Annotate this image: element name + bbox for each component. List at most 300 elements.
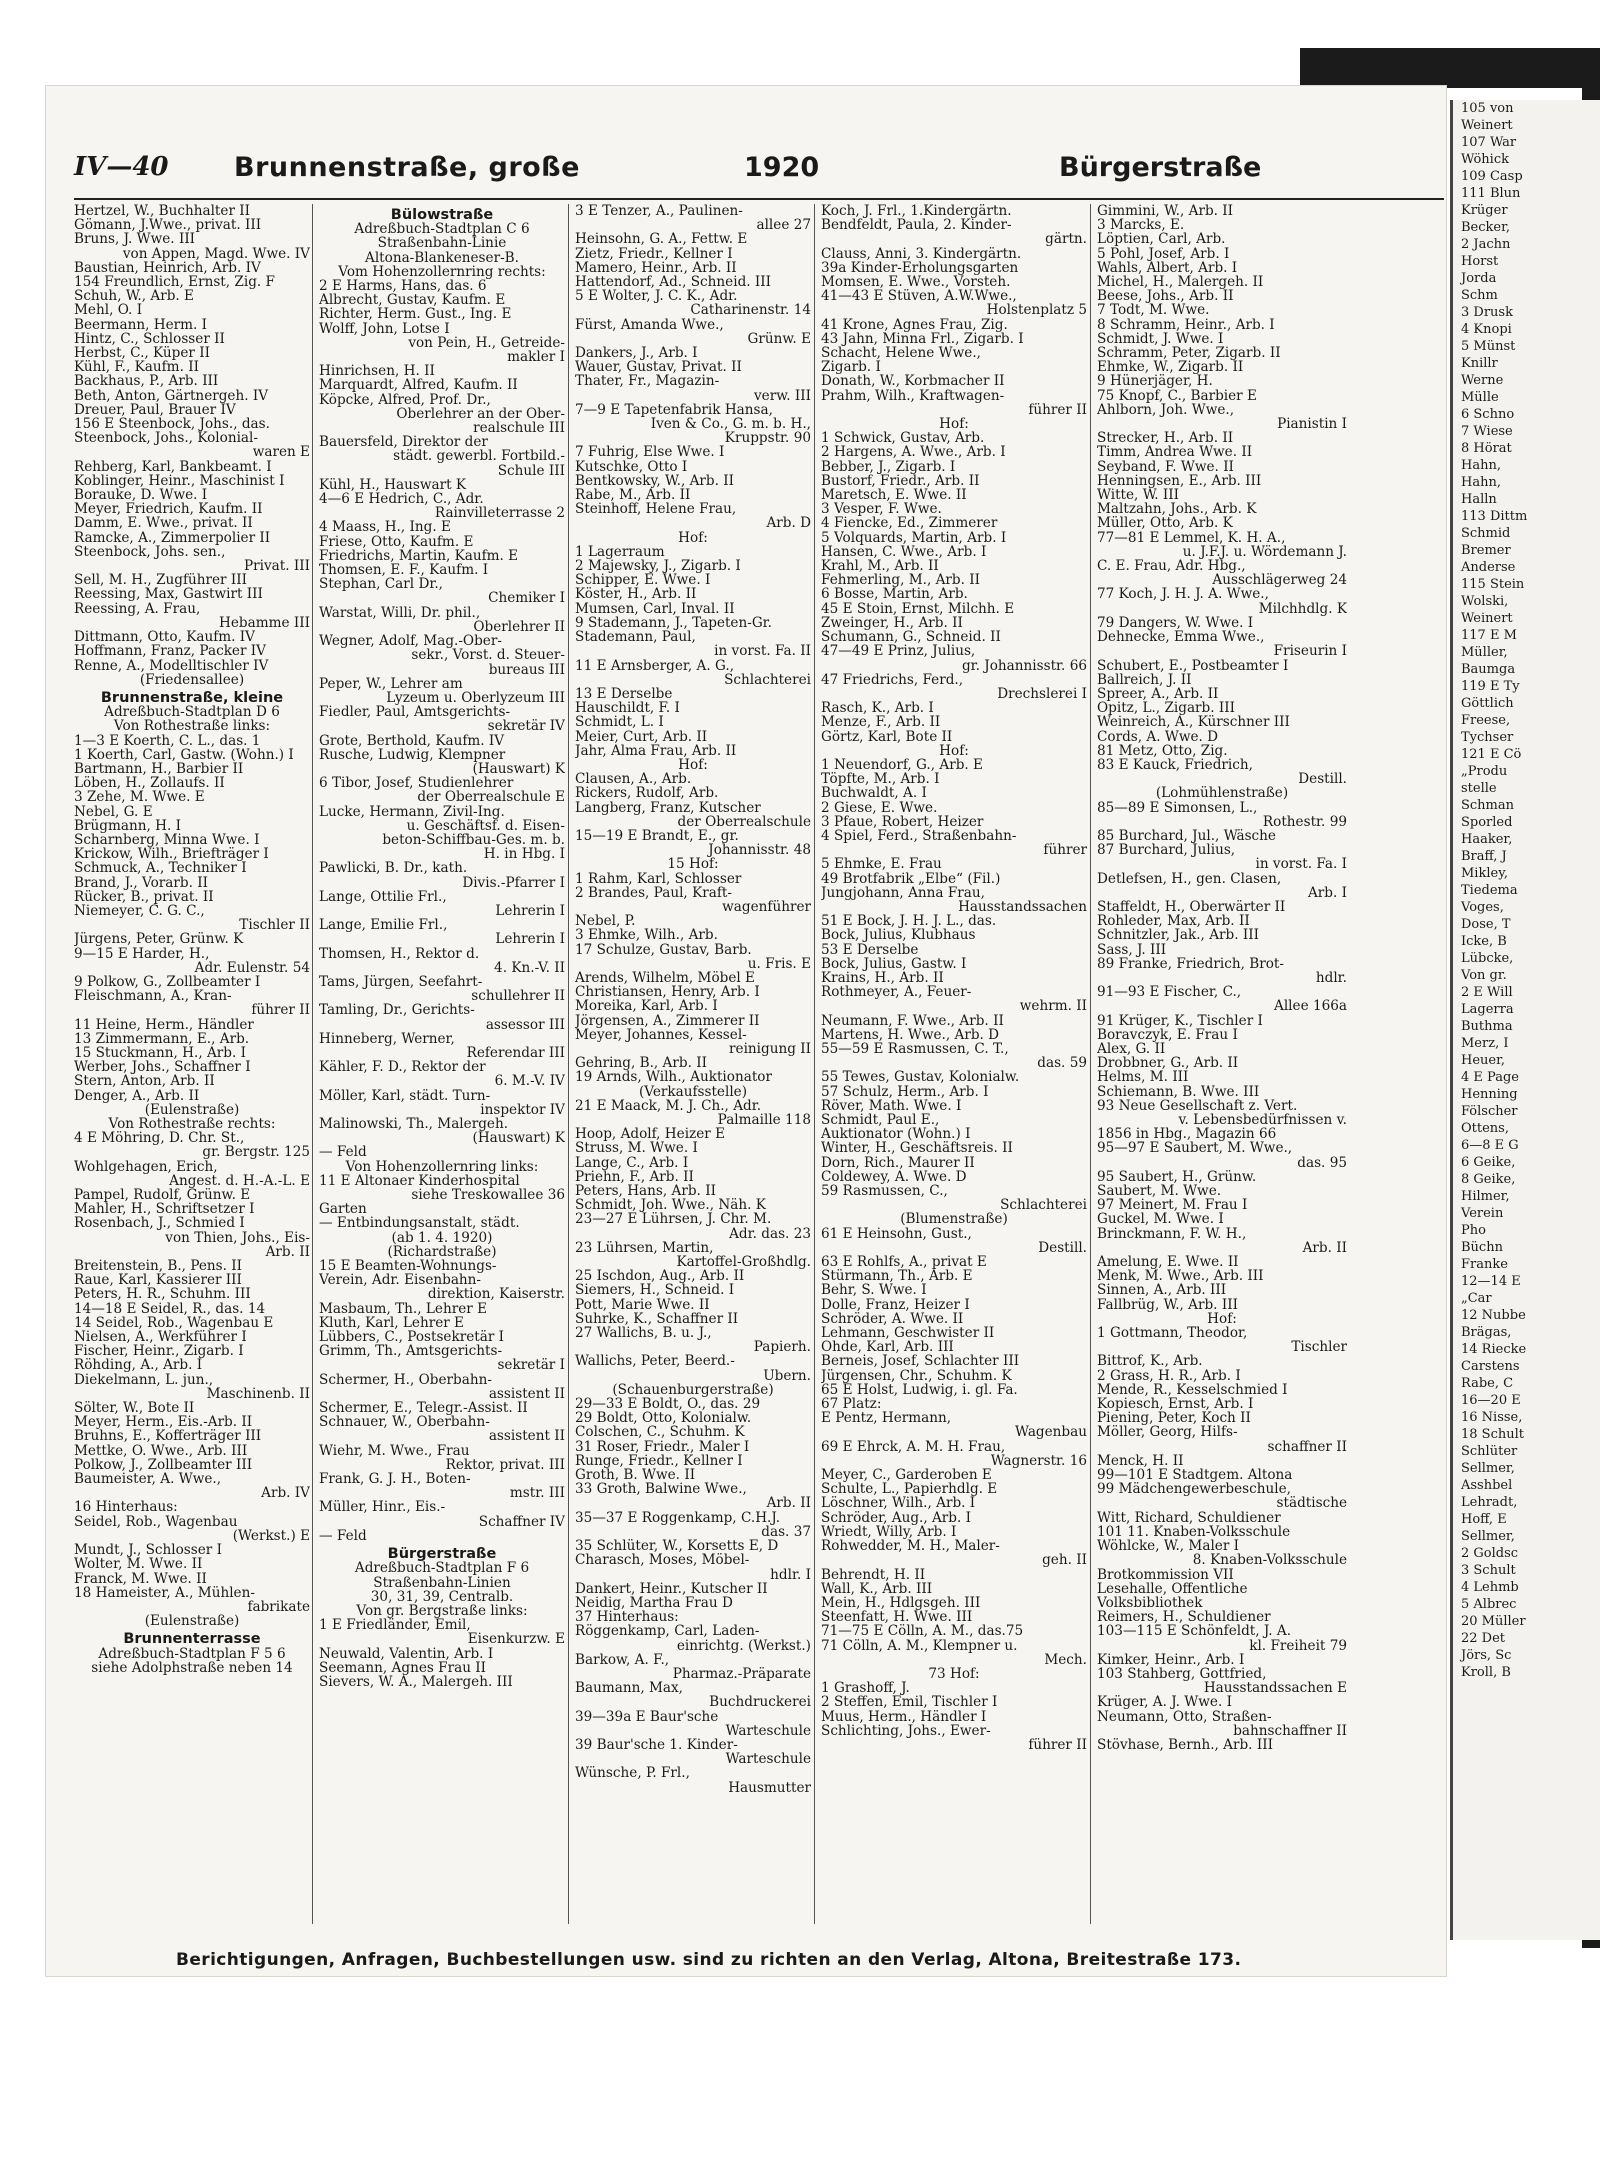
directory-entry: Piening, Peter, Koch II	[1097, 1411, 1251, 1426]
directory-entry: 99 Mädchengewerbeschule,	[1097, 1482, 1291, 1497]
directory-entry: Brotkommission VII	[1097, 1567, 1234, 1582]
directory-entry: Zweinger, H., Arb. II	[821, 615, 963, 631]
directory-entry: Schnitzler, Jak., Arb. III	[1097, 928, 1259, 943]
directory-entry: Löschner, Wilh., Arb. I	[821, 1496, 976, 1511]
directory-entry: Christiansen, Henry, Arb. I	[575, 985, 760, 1000]
directory-entry: Lange, C., Arb. I	[575, 1155, 689, 1170]
fragment-line: Schlüter	[1461, 1444, 1518, 1459]
directory-entry: realschule III	[473, 421, 565, 436]
directory-entry: Clauss, Anni, 3. Kindergärtn.	[821, 246, 1022, 261]
directory-entry: u. Geschäftsf. d. Eisen-	[406, 818, 565, 833]
directory-entry: 13 E Derselbe	[575, 686, 673, 702]
directory-entry: Mahler, H., Schriftsetzer I	[74, 1202, 255, 1217]
directory-entry: 1 E Friedländer, Emil,	[319, 1618, 471, 1633]
directory-entry: Oberlehrer an der Ober-	[396, 406, 565, 422]
directory-entry: 7 Fuhrig, Else Wwe. I	[575, 445, 725, 460]
directory-entry: Möller, Georg, Hilfs-	[1097, 1425, 1238, 1440]
directory-entry: Menck, H. II	[1097, 1453, 1184, 1469]
directory-entry: Stademann, Paul,	[575, 630, 696, 645]
directory-entry: Röhding, A., Arb. I	[74, 1358, 203, 1373]
directory-entry: 2 Brandes, Paul, Kraft-	[575, 885, 732, 900]
directory-entry: Friedrichs, Martin, Kaufm. E	[319, 548, 519, 564]
directory-entry: Müller, Hinr., Eis.-	[319, 1500, 446, 1515]
directory-entry: Raue, Karl, Kassierer III	[74, 1273, 242, 1288]
directory-entry: Mech.	[1044, 1652, 1087, 1667]
directory-entry: — Entbindungsanstalt, städt.	[319, 1216, 520, 1231]
fragment-line: 111 Blun	[1461, 186, 1521, 201]
directory-entry: Behrendt, H. II	[821, 1567, 926, 1582]
directory-entry: Gömann, J.Wwe., privat. III	[74, 218, 262, 233]
directory-entry: 4 Fiencke, Ed., Zimmerer	[821, 516, 998, 531]
directory-entry: 11 E Altonaer Kinderhospital	[319, 1173, 520, 1189]
directory-entry: Donath, W., Korbmacher II	[821, 374, 1005, 389]
fragment-line: Fölscher	[1461, 1104, 1518, 1119]
directory-entry: 2 E Harms, Hans, das. 6	[319, 279, 487, 294]
street-heading: Brunnenterrasse	[123, 1632, 261, 1647]
directory-entry: Bruns, J. Wwe. III	[74, 232, 196, 247]
directory-entry: Löben, H., Zollaufs. II	[74, 776, 225, 791]
directory-entry: Timm, Andrea Wwe. II	[1097, 445, 1253, 460]
directory-entry: Henningsen, E., Arb. III	[1097, 473, 1262, 489]
directory-entry: 33 Groth, Balwine Wwe.,	[575, 1482, 747, 1497]
directory-columns	[74, 204, 1446, 1924]
directory-entry: 14 Seidel, Rob., Wagenbau E	[74, 1315, 274, 1331]
directory-entry: Buchwaldt, A. I	[821, 786, 927, 801]
directory-entry: Tischler II	[239, 918, 310, 933]
directory-entry: Schramm, Peter, Zigarb. II	[1097, 346, 1281, 361]
directory-entry: Herbst, C., Küper II	[74, 346, 210, 361]
fragment-line: Schm	[1461, 288, 1498, 303]
fragment-line: Kroll, B	[1461, 1665, 1511, 1680]
directory-entry: direktion, Kaiserstr.	[427, 1287, 565, 1302]
directory-entry: Wagenbau	[1015, 1425, 1087, 1440]
directory-entry: Arb. II	[1302, 1240, 1347, 1256]
directory-entry: Schulte, L., Papierhdlg. E	[821, 1482, 998, 1497]
directory-entry: 47—49 E Prinz, Julius,	[821, 644, 976, 659]
directory-entry: schaffner II	[1267, 1439, 1347, 1454]
directory-entry: Arb. D	[766, 516, 811, 531]
directory-entry: Schmidt, Joh. Wwe., Näh. K	[575, 1198, 766, 1213]
directory-entry: Bock, Julius, Gastw. I	[821, 956, 967, 971]
directory-entry: Peper, W., Lehrer am	[319, 676, 463, 691]
directory-entry: Hinneberg, Werner,	[319, 1031, 455, 1046]
directory-entry: Schiemann, B. Wwe. III	[1097, 1084, 1260, 1099]
directory-entry: Volksbibliothek	[1097, 1595, 1203, 1611]
directory-entry: Hof:	[678, 757, 708, 773]
directory-entry: Wallichs, Peter, Beerd.-	[575, 1354, 735, 1369]
directory-entry: 3 Zehe, M. Wwe. E	[74, 790, 205, 805]
directory-entry: Bock, Julius, Klubhaus	[821, 928, 976, 943]
directory-entry: 77—81 E Lemmel, K. H. A.,	[1097, 530, 1286, 545]
fragment-line: Schmid	[1461, 526, 1511, 541]
street-heading: Bürgerstraße	[387, 1547, 497, 1562]
fragment-line: Schman	[1461, 798, 1515, 813]
directory-entry: Thomsen, H., Rektor d.	[319, 946, 480, 961]
directory-entry: u. Fris. E	[747, 956, 811, 971]
directory-entry: assessor III	[485, 1017, 565, 1032]
directory-entry: Hintz, C., Schlosser II	[74, 331, 225, 347]
directory-entry: 6 Tibor, Josef, Studienlehrer	[319, 776, 514, 791]
directory-entry: Arb. II	[265, 1244, 310, 1260]
directory-entry: Stürmann, Th., Arb. E	[821, 1269, 973, 1284]
directory-entry: Löptien, Carl, Arb.	[1097, 232, 1226, 247]
directory-entry: Sell, M. H., Zugführer III	[74, 573, 247, 588]
directory-entry: Lange, Ottilie Frl.,	[319, 889, 447, 904]
directory-entry: 8. Knaben-Volksschule	[1192, 1553, 1347, 1568]
directory-entry: Buchdruckerei	[709, 1695, 811, 1710]
fragment-line: 18 Schult	[1461, 1427, 1524, 1442]
fragment-line: Asshbel	[1461, 1478, 1513, 1493]
page-number: IV—40	[74, 152, 169, 182]
directory-entry: Rusche, Ludwig, Klempner	[319, 747, 506, 762]
directory-entry: Steenfatt, H. Wwe. III	[821, 1610, 973, 1625]
directory-entry: siehe Treskowallee 36	[411, 1188, 565, 1203]
directory-entry: Pampel, Rudolf, Grünw. E	[74, 1188, 251, 1203]
directory-entry: 45 E Stoin, Ernst, Milchh. E	[821, 601, 1015, 616]
directory-entry: Schaffner IV	[478, 1514, 565, 1529]
directory-entry: Fischer, Heinr., Zigarb. I	[74, 1344, 244, 1359]
directory-entry: Barkow, A. F.,	[575, 1652, 670, 1667]
directory-entry: Jürgensen, Chr., Schuhm. K	[821, 1368, 1012, 1383]
directory-entry: Mumsen, Carl, Inval. II	[575, 601, 735, 616]
directory-entry: Polkow, J., Zollbeamter III	[74, 1457, 253, 1473]
directory-entry: bureaus III	[488, 662, 565, 677]
directory-entry: Bebber, J., Zigarb. I	[821, 459, 956, 474]
directory-entry: 57 Schulz, Herm., Arb. I	[821, 1084, 989, 1099]
directory-entry: Tamling, Dr., Gerichts-	[319, 1003, 475, 1018]
directory-entry: Thater, Fr., Magazin-	[575, 374, 720, 389]
directory-entry: Dorn, Rich., Maurer II	[821, 1155, 975, 1170]
fragment-line: 16—20 E	[1461, 1393, 1521, 1408]
directory-entry: 87 Burchard, Julius,	[1097, 843, 1236, 858]
fragment-line: Pho	[1461, 1223, 1486, 1238]
fragment-line: Lagerra	[1461, 1002, 1514, 1017]
directory-entry: Brand, J., Vorarb. II	[74, 875, 208, 890]
fragment-line: Weinert	[1461, 611, 1513, 626]
directory-entry: Arb. IV	[261, 1486, 310, 1501]
directory-entry: in vorst. Fa. II	[714, 644, 811, 659]
directory-entry: Staffeldt, H., Oberwärter II	[1097, 899, 1286, 915]
directory-entry: 39a Kinder-Erholungsgarten	[821, 260, 1019, 276]
directory-entry: 37 Hinterhaus:	[575, 1610, 679, 1625]
directory-entry: Amelung, E. Wwe. II	[1097, 1255, 1239, 1270]
directory-entry: Pott, Marie Wwe. II	[575, 1297, 710, 1312]
directory-entry: Denger, A., Arb. II	[74, 1088, 200, 1103]
fragment-line: Göttlich	[1461, 696, 1514, 711]
directory-entry: 4 E Möhring, D. Chr. St.,	[74, 1131, 245, 1146]
directory-entry: 9 Polkow, G., Zollbeamter I	[74, 974, 261, 990]
directory-entry: 154 Freundlich, Ernst, Zig. F	[74, 275, 275, 290]
directory-entry: (Friedensallee)	[139, 672, 245, 687]
directory-entry: 7 Todt, M. Wwe.	[1097, 303, 1210, 318]
directory-entry: Schlichting, Johs., Ewer-	[821, 1723, 991, 1738]
directory-entry: waren E	[252, 445, 310, 460]
directory-entry: führer II	[251, 1003, 310, 1018]
directory-entry: 101 11. Knaben-Volksschule	[1097, 1524, 1291, 1540]
directory-entry: Brügmann, H. I	[74, 818, 181, 833]
fragment-line: Merz, I	[1461, 1036, 1509, 1051]
directory-entry: sekretär IV	[487, 719, 565, 734]
directory-entry: 6 Bosse, Martin, Arb.	[821, 587, 968, 602]
directory-entry: Heinsohn, G. A., Fettw. E	[575, 232, 748, 247]
directory-entry: 3 Pfaue, Robert, Heizer	[821, 814, 984, 829]
directory-entry: Wall, K., Arb. III	[821, 1581, 933, 1596]
directory-entry: Wahls, Albert, Arb. I	[1097, 260, 1238, 276]
directory-entry: Lehrerin I	[495, 932, 565, 947]
directory-entry: Sölter, W., Bote II	[74, 1401, 195, 1416]
fragment-line: Hahn,	[1461, 475, 1501, 490]
directory-entry: Wolter, M. Wwe. II	[74, 1557, 203, 1572]
directory-entry: Spreer, A., Arb. II	[1097, 686, 1219, 702]
directory-entry: Krickow, Wilh., Briefträger I	[74, 847, 269, 862]
directory-entry: 81 Metz, Otto, Zig.	[1097, 743, 1228, 758]
fragment-line: Mikley,	[1461, 866, 1508, 881]
directory-entry: Schule III	[497, 463, 565, 478]
directory-entry: 83 E Kauck, Friedrich,	[1097, 757, 1253, 773]
directory-entry: Rohwedder, M. H., Maler-	[821, 1539, 1000, 1554]
directory-entry: Jörgensen, A., Zimmerer II	[575, 1013, 760, 1028]
directory-entry: das. 59	[1037, 1056, 1087, 1071]
directory-entry: Lucke, Hermann, Zivil-Ing.	[319, 804, 505, 819]
fragment-line: Anderse	[1461, 560, 1516, 575]
fragment-line: Werne	[1461, 373, 1504, 388]
directory-entry: Kühl, H., Hauswart K	[319, 477, 467, 493]
directory-entry: 59 Rasmussen, C.,	[821, 1184, 948, 1199]
fragment-line: Ottens,	[1461, 1121, 1509, 1136]
directory-entry: Übern.	[763, 1368, 811, 1383]
directory-entry: Hof:	[939, 743, 969, 758]
directory-entry: Hansen, C. Wwe., Arb. I	[821, 544, 987, 560]
fragment-line: 2 Jachn	[1461, 237, 1511, 252]
directory-entry: Fehmerling, M., Arb. II	[821, 573, 980, 588]
directory-entry: Mende, R., Kesselschmied I	[1097, 1382, 1288, 1398]
page-header	[74, 146, 1444, 196]
directory-entry: Neumann, F. Wwe., Arb. II	[821, 1013, 1004, 1028]
directory-entry: fabrikate	[247, 1599, 310, 1615]
directory-entry: Hausstandssachen E	[1203, 1681, 1347, 1696]
directory-entry: Baumeister, A. Wwe.,	[74, 1472, 222, 1487]
fragment-line: Tychser	[1461, 730, 1514, 745]
directory-entry: Schröder, Aug., Arb. I	[821, 1510, 972, 1525]
fragment-line: 5 Albrec	[1461, 1597, 1517, 1612]
directory-entry: Stövhase, Bernh., Arb. III	[1097, 1737, 1273, 1753]
directory-entry: 47 Friedrichs, Ferd.,	[821, 672, 964, 687]
directory-entry: Grünw. E	[747, 331, 811, 347]
directory-entry: H. in Hbg. I	[483, 847, 565, 862]
fragment-line: Verein	[1461, 1206, 1504, 1221]
directory-entry: wagenführer	[722, 899, 811, 915]
directory-entry: Meyer, Friedrich, Kaufm. II	[74, 502, 263, 517]
directory-entry: Mundt, J., Schlosser I	[74, 1543, 222, 1558]
directory-entry: Bittrof, K., Arb.	[1097, 1354, 1203, 1369]
fragment-line: Von gr.	[1461, 968, 1507, 983]
directory-entry: Maschinenb. II	[206, 1386, 310, 1402]
directory-entry: Groth, B. Wwe. II	[575, 1468, 696, 1483]
fragment-line: 4 E Page	[1461, 1070, 1519, 1085]
directory-entry: Rasch, K., Arb. I	[821, 701, 934, 716]
directory-entry: 85 Burchard, Jul., Wäsche	[1097, 828, 1276, 844]
directory-entry: Divis.-Pfarrer I	[462, 875, 565, 890]
fragment-line: Mülle	[1461, 390, 1499, 405]
directory-entry: 23 Lührsen, Martin,	[575, 1240, 714, 1256]
directory-entry: Hof:	[939, 417, 969, 432]
directory-entry: 2 Giese, E. Wwe.	[821, 800, 938, 815]
directory-entry: Lehmann, Geschwister II	[821, 1326, 995, 1341]
directory-entry: gr. Johannisstr. 66	[961, 658, 1087, 673]
directory-entry: Straßenbahn-Linie	[377, 236, 507, 251]
directory-entry: Baustian, Heinrich, Arb. IV	[74, 260, 261, 276]
directory-entry: Wauer, Gustav, Privat. II	[575, 360, 742, 375]
directory-entry: Witte, W. III	[1097, 488, 1180, 503]
directory-entry: 13 Zimmermann, E., Arb.	[74, 1031, 250, 1046]
directory-entry: Charasch, Moses, Möbel-	[575, 1553, 750, 1568]
directory-entry: 93 Neue Gesellschaft z. Vert.	[1097, 1098, 1298, 1113]
directory-entry: 95 Saubert, H., Grünw.	[1097, 1169, 1257, 1185]
directory-entry: Adreßbuch-Stadtplan F 6	[354, 1561, 530, 1576]
directory-entry: Von gr. Bergstraße links:	[356, 1603, 528, 1619]
directory-entry: Niemeyer, C. G. C.,	[74, 903, 205, 919]
fragment-line: 121 E Cö	[1461, 747, 1522, 762]
directory-entry: Alex, G. II	[1097, 1041, 1166, 1057]
directory-entry: (Eulenstraße)	[144, 1614, 240, 1629]
directory-entry: von Appen, Magd. Wwe. IV	[122, 246, 310, 261]
directory-entry: Reimers, H., Schuldiener	[1097, 1610, 1271, 1625]
directory-entry: Hoffmann, Franz, Packer IV	[74, 644, 266, 659]
fragment-line: Hilmer,	[1461, 1189, 1510, 1204]
directory-entry: Mettke, O. Wwe., Arb. III	[74, 1443, 248, 1458]
fragment-line: Braff, J	[1461, 849, 1507, 864]
directory-entry: Schlachterei	[724, 672, 811, 687]
directory-entry: 73 Hof:	[928, 1666, 980, 1682]
directory-entry: Warteschule	[725, 1723, 811, 1738]
fragment-line: 113 Dittm	[1461, 509, 1528, 524]
directory-entry: Reessing, A. Frau,	[74, 601, 201, 616]
directory-entry: Steinhoff, Helene Frau,	[575, 502, 737, 517]
fragment-line: Baumga	[1461, 662, 1516, 677]
fragment-line: Jörs, Sc	[1461, 1648, 1512, 1663]
directory-entry: von Thien, Johs., Eis-	[165, 1230, 310, 1245]
directory-entry: C. E. Frau, Adr. Hbg.,	[1097, 559, 1246, 574]
directory-entry: 1856 in Hbg., Magazin 66	[1097, 1127, 1277, 1142]
directory-entry: Steenbock, Johs. sen.,	[74, 544, 226, 560]
directory-entry: Arends, Wilhelm, Möbel E	[575, 970, 755, 986]
directory-entry: Kartoffel-Großhdlg.	[676, 1255, 811, 1270]
directory-entry: v. Lebensbedürfnissen v.	[1178, 1113, 1347, 1128]
directory-entry: führer II	[1028, 1737, 1087, 1753]
directory-page	[46, 86, 1446, 1976]
directory-entry: der Oberrealschule	[677, 814, 811, 829]
directory-entry: Ballreich, J. II	[1097, 672, 1192, 687]
directory-entry: Eisenkurzw. E	[467, 1632, 565, 1647]
directory-entry: Von Hohenzollernring links:	[345, 1159, 539, 1174]
directory-entry: Fleischmann, A., Kran-	[74, 989, 232, 1004]
directory-entry: Rainvilleterrasse 2	[434, 506, 565, 521]
fragment-line: 115 Stein	[1461, 577, 1525, 592]
directory-entry: Bauersfeld, Direktor der	[319, 435, 488, 450]
directory-entry: Richter, Herm. Gust., Ing. E	[319, 307, 512, 322]
directory-entry: 43 Jahn, Minna Frl., Zigarb. I	[821, 331, 1024, 347]
directory-entry: Schmidt, Paul E.,	[821, 1113, 940, 1128]
directory-entry: Meyer, C., Garderoben E	[821, 1468, 992, 1483]
directory-entry: 103—115 E Schönfeldt, J. A.	[1097, 1624, 1292, 1639]
directory-entry: gr. Bergstr. 125	[202, 1145, 310, 1160]
fragment-line: Franke	[1461, 1257, 1508, 1272]
edition-year: 1920	[744, 152, 820, 183]
directory-entry: 35—37 E Roggenkamp, C.H.J.	[575, 1510, 781, 1525]
directory-entry: 1 Neuendorf, G., Arb. E	[821, 757, 983, 773]
directory-entry: Dreuer, Paul, Brauer IV	[74, 402, 236, 418]
directory-entry: hdlr. I	[770, 1567, 811, 1582]
directory-entry: Koblinger, Heinr., Maschinist I	[74, 473, 285, 489]
directory-entry: Renne, A., Modelltischler IV	[74, 658, 269, 673]
directory-entry: Privat. III	[244, 559, 310, 574]
directory-entry: assistent II	[488, 1429, 565, 1444]
column-5	[1090, 204, 1347, 1924]
directory-entry: Arb. II	[766, 1496, 811, 1511]
directory-entry: Gimmini, W., Arb. II	[1097, 204, 1234, 219]
directory-entry: Ahlborn, Joh. Wwe.,	[1097, 402, 1235, 418]
column-2	[312, 204, 565, 1924]
directory-entry: Borauke, D. Wwe. I	[74, 488, 208, 503]
directory-entry: Krahl, M., Arb. II	[821, 559, 939, 574]
directory-entry: Hebamme III	[219, 615, 310, 631]
directory-entry: Schipper, E. Wwe. I	[575, 573, 711, 588]
directory-entry: Ramcke, A., Zimmerpolier II	[74, 530, 271, 545]
directory-entry: 71—75 E Cölln, A. M., das.75	[821, 1624, 1024, 1639]
directory-entry: 51 E Bock, J. H. J. L., das.	[821, 914, 997, 929]
fragment-line: Sellmer,	[1461, 1461, 1515, 1476]
fragment-line: Wöhick	[1461, 152, 1509, 167]
directory-entry: Adreßbuch-Stadtplan D 6	[104, 705, 280, 720]
directory-entry: bahnschaffner II	[1233, 1723, 1347, 1738]
directory-entry: Nebel, P.	[575, 914, 636, 929]
directory-entry: Mehl, O. I	[74, 303, 143, 318]
directory-entry: Milchhdlg. K	[1258, 601, 1347, 616]
directory-entry: siehe Adolphstraße neben 14	[91, 1660, 293, 1675]
directory-entry: 1—3 E Koerth, C. L., das. 1	[74, 733, 261, 748]
directory-entry: Damm, E. Wwe., privat. II	[74, 516, 253, 531]
directory-entry: Arb. I	[1307, 885, 1347, 900]
directory-entry: 1 Grashoff, J.	[821, 1681, 910, 1696]
directory-entry: Wohlgehagen, Erich,	[74, 1159, 218, 1174]
directory-entry: 1 Koerth, Carl, Gastw. (Wohn.) I	[74, 747, 294, 762]
directory-entry: 49 Brotfabrik „Elbe“ (Fil.)	[821, 871, 1001, 886]
directory-entry: Wegner, Adolf, Mag.-Ober-	[319, 634, 502, 649]
directory-entry: Schubert, E., Postbeamter I	[1097, 658, 1289, 673]
directory-entry: 6. M.-V. IV	[494, 1074, 565, 1089]
directory-entry: Tams, Jürgen, Seefahrt-	[319, 974, 483, 990]
directory-entry: Wünsche, P. Frl.,	[575, 1766, 690, 1781]
fragment-line: 7 Wiese	[1461, 424, 1513, 439]
directory-entry: Dankers, J., Arb. I	[575, 346, 698, 361]
directory-entry: 5 E Wolter, J. C. K., Adr.	[575, 289, 738, 304]
directory-entry: Schacht, Helene Wwe.,	[821, 346, 981, 361]
directory-entry: Coldewey, A. Wwe. D	[821, 1169, 967, 1185]
directory-entry: 41—43 E Stüven, A.W.Wwe.,	[821, 289, 1017, 304]
fragment-line: 117 E M	[1461, 628, 1517, 643]
directory-entry: Köpcke, Alfred, Prof. Dr.,	[319, 392, 491, 407]
fragment-line: Heuer,	[1461, 1053, 1506, 1068]
directory-entry: Jürgens, Peter, Grünw. K	[74, 932, 244, 947]
directory-entry: sekretär I	[497, 1358, 565, 1373]
directory-entry: 99—101 E Stadtgem. Altona	[1097, 1468, 1293, 1483]
directory-entry: Reessing, Max, Gastwirt III	[74, 587, 263, 602]
directory-entry: einrichtg. (Werkst.)	[676, 1638, 811, 1653]
directory-entry: Hof:	[1207, 1311, 1237, 1327]
directory-entry: 4 Spiel, Ferd., Straßenbahn-	[821, 828, 1017, 844]
directory-entry: Hof:	[678, 530, 708, 545]
directory-entry: 3 E Tenzer, A., Paulinen-	[575, 204, 743, 219]
